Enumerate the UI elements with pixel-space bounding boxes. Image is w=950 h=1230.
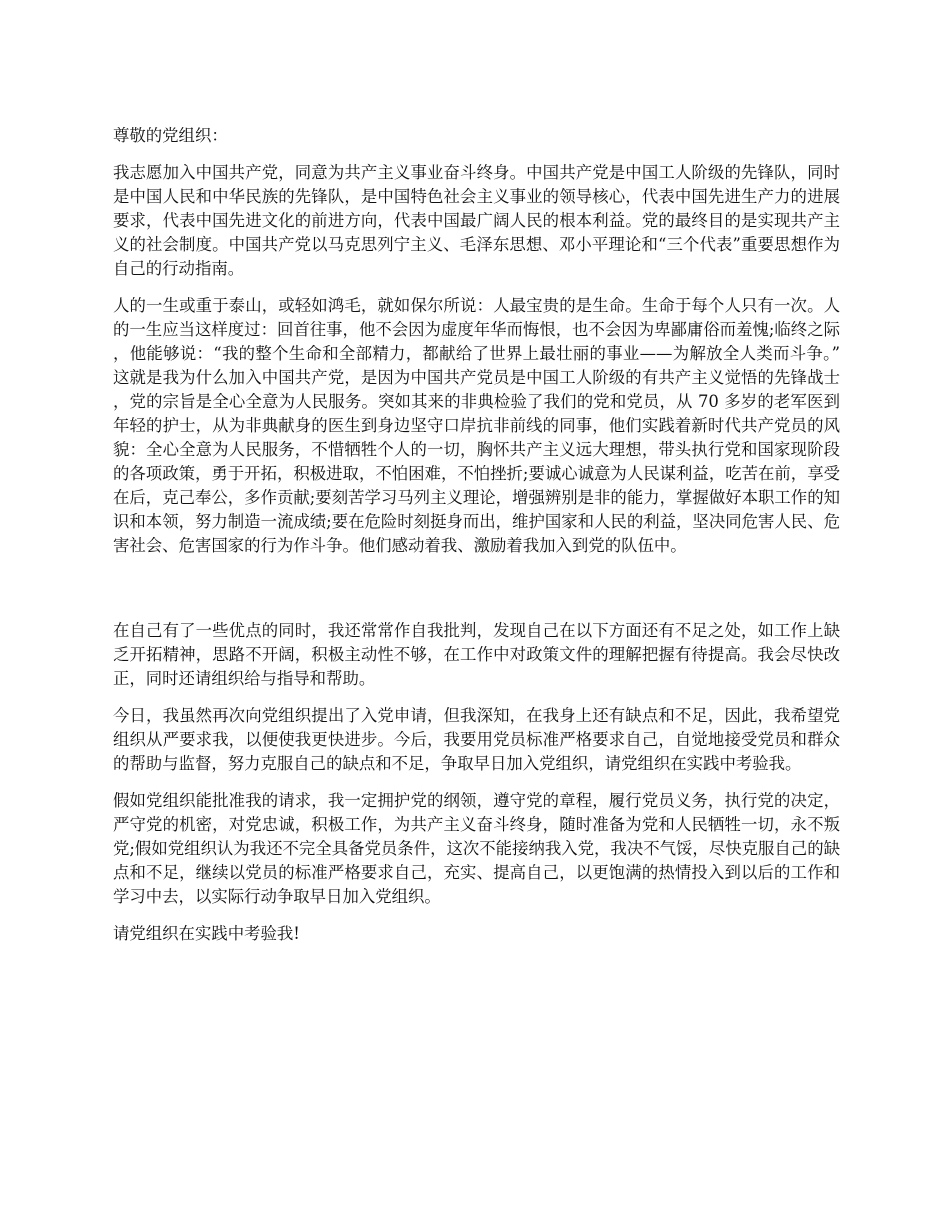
paragraph-self-criticism: 在自己有了一些优点的同时，我还常常作自我批判，发现自己在以下方面还有不足之处，如工作上缺乏开拓精神，思路不开阔，积极主动性不够，在工作中对政策文件的理解把握有待提高。我会尽快改正，同时还请组织给与指导和帮助。 bbox=[113, 621, 840, 688]
document-page bbox=[113, 124, 840, 946]
letter-greeting: 尊敬的党组织： bbox=[113, 126, 228, 145]
paragraph-commitment: 假如党组织能批准我的请求，我一定拥护党的纲领，遵守党的章程，履行党员义务，执行党的决定，严守党的机密，对党忠诚，积极工作，为共产主义奋斗终身，随时准备为党和人民牺牲一切，永不叛党;假如党组织认为我还不完全具备党员条件，这次不能接纳我入党，我决不气馁，尽快克服自己的缺点和不足，继续以党员的标准严格要求自己，充实、提高自己，以更饱满的热情投入到以后的工作和学习中去，以实际行动争取早日加入党组织。 bbox=[113, 791, 840, 906]
paragraph-reason-for-joining: 人的一生或重于泰山，或轻如鸿毛，就如保尔所说：人最宝贵的是生命。生命于每个人只有一次。人的一生应当这样度过：回首往事，他不会因为虚度年华而悔恨，也不会因为卑鄙庸俗而羞愧;临终之际，他能够说：“我的整个生命和全部精力，都献给了世界上最壮丽的事业——为解放全人类而斗争。”这就是我为什么加入中国共产党，是因为中国共产党员是中国工人阶级的有共产主义觉悟的先锋战士，党的宗旨是全心全意为人民服务。突如其来的非典检验了我们的党和党员，从 70 多岁的老军医到年轻的护士，从为非典献身的医生到身边坚守口岸抗非前线的同事，他们实践着新时代共产党员的风貌：全心全意为人民服务，不惜牺牲个人的一切，胸怀共产主义远大理想，带头执行党和国家现阶段的各项政策，勇于开拓，积极进取，不怕困难，不怕挫折;要诚心诚意为人民谋利益，吃苦在前，享受在后，克己奉公，多作贡献;要刻苦学习马列主义理论，增强辨别是非的能力，掌握做好本职工作的知识和本领，努力制造一流成绩;要在危险时刻挺身而出，维护国家和人民的利益，坚决同危害人民、危害社会、危害国家的行为作斗争。他们感动着我、激励着我加入到党的队伍中。 bbox=[113, 296, 840, 555]
paragraph-party-introduction: 我志愿加入中国共产党，同意为共产主义事业奋斗终身。中国共产党是中国工人阶级的先锋队，同时是中国人民和中华民族的先锋队，是中国特色社会主义事业的领导核心，代表中国先进生产力的进展要求，代表中国先进文化的前进方向，代表中国最广阔人民的根本利益。党的最终目的是实现共产主义的社会制度。中国共产党以马克思列宁主义、毛泽东思想、邓小平理论和“三个代表”重要思想作为自己的行动指南。 bbox=[113, 163, 840, 278]
paragraph-renewed-application: 今日，我虽然再次向党组织提出了入党申请，但我深知，在我身上还有缺点和不足，因此，我希望党组织从严要求我，以便使我更快进步。今后，我要用党员标准严格要求自己，自觉地接受党员和群众的帮助与监督，努力克服自己的缺点和不足，争取早日加入党组织，请党组织在实践中考验我。 bbox=[113, 706, 840, 773]
letter-closing: 请党组织在实践中考验我! bbox=[113, 924, 300, 943]
